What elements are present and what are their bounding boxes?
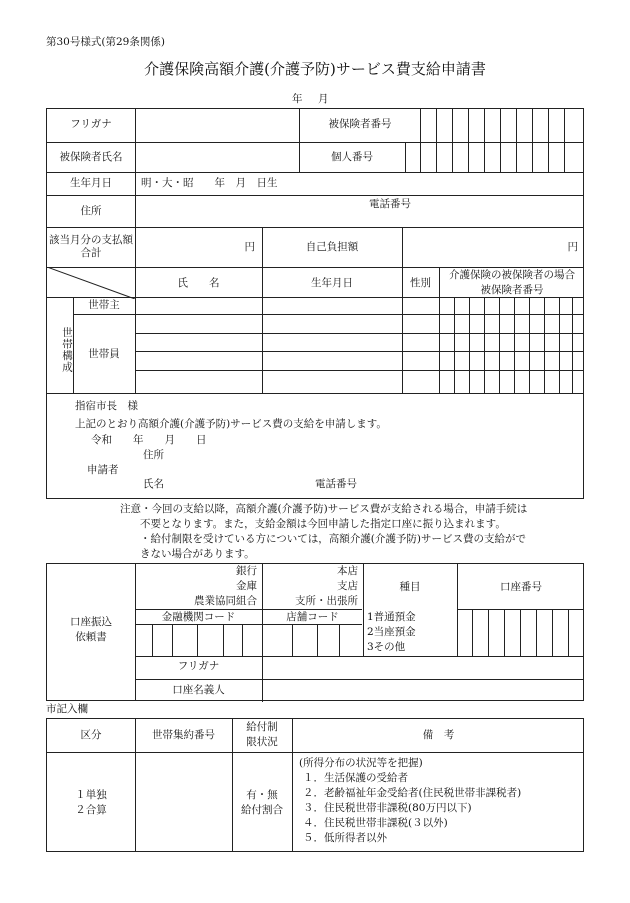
form-number: 第30号様式(第29条関係) <box>46 36 165 48</box>
note-line-3: ・給付制限を受けている方については，高額介護(介護予防)サービス費の支給がで <box>140 533 526 545</box>
col-household-no-header: 世帯集約番号 <box>152 729 215 741</box>
diagonal-slash <box>47 267 135 299</box>
birthdate-value[interactable]: 明・大・昭 年 月 日生 <box>141 177 278 189</box>
self-burden-label: 自己負担額 <box>305 241 359 253</box>
addressee: 指宿市長 様 <box>75 400 138 412</box>
phone-label: 電話番号 <box>369 198 411 210</box>
account-type-option-2[interactable]: 2当座預金 <box>367 626 416 638</box>
furigana-input[interactable] <box>135 111 299 141</box>
branch-kind-office[interactable]: 支所・出張所 <box>295 595 358 607</box>
remarks-item-2[interactable]: ２．老齢福祉年金受給者(住民税世帯非課税者) <box>303 787 522 799</box>
household-section <box>46 298 584 394</box>
col-birthdate-header: 生年月日 <box>311 277 353 289</box>
account-type-option-3[interactable]: 3その他 <box>367 641 406 653</box>
paid-total-label: 該当月分の支払額合計 <box>49 234 133 260</box>
declaration-name-label: 氏名 <box>143 478 164 490</box>
remarks-item-4[interactable]: ４．住民税世帯非課税(３以外) <box>303 817 448 829</box>
branch-kind-shiten[interactable]: 支店 <box>337 580 358 592</box>
branch-code-label: 店舗コード <box>286 611 339 623</box>
applicant-section <box>46 108 584 298</box>
address-label: 住所 <box>80 205 102 217</box>
insured-name-label: 被保険者氏名 <box>59 151 123 163</box>
remarks-item-1[interactable]: １．生活保護の受給者 <box>303 772 408 784</box>
holder-furigana-input[interactable] <box>263 657 584 679</box>
page-title: 介護保険高額介護(介護予防)サービス費支給申請書 <box>144 60 486 78</box>
account-type-option-1[interactable]: 1普通預金 <box>367 611 416 623</box>
bank-kind-bank[interactable]: 銀行 <box>236 565 257 577</box>
category-option-single[interactable]: １単独 <box>75 789 107 801</box>
declaration-phone-label: 電話番号 <box>315 478 357 490</box>
declaration-statement: 上記のとおり高額介護(介護予防)サービス費の支給を申請します。 <box>75 418 387 430</box>
remarks-item-5[interactable]: ５．低所得者以外 <box>303 832 387 844</box>
account-holder-input[interactable] <box>263 680 584 701</box>
declaration-date[interactable]: 令和 年 月 日 <box>91 434 207 446</box>
header-year-label: 年 <box>292 93 303 105</box>
bank-section <box>46 563 584 701</box>
col-restriction-header-1: 給付制 <box>246 721 278 733</box>
account-type-label: 種目 <box>399 581 421 593</box>
remarks-heading: (所得分布の状況等を把握) <box>299 757 423 769</box>
address-input[interactable] <box>135 196 585 227</box>
personal-number-label: 個人番号 <box>331 151 373 163</box>
insured-name-input[interactable] <box>135 143 299 172</box>
account-number-label: 口座番号 <box>500 581 542 593</box>
bank-kind-nokyo[interactable]: 農業協同組合 <box>194 595 257 607</box>
benefit-ratio-label: 給付割合 <box>241 804 283 816</box>
category-option-combined[interactable]: ２合算 <box>75 804 107 816</box>
furigana-label: フリガナ <box>70 118 112 130</box>
city-section-label: 市記入欄 <box>46 703 88 715</box>
household-head-label: 世帯主 <box>88 299 120 311</box>
household-member-label: 世帯員 <box>88 348 120 360</box>
institution-code-label: 金融機関コード <box>161 611 236 623</box>
declaration-section <box>46 394 584 499</box>
yen-unit-2: 円 <box>567 241 578 253</box>
note-line-4: きない場合があります。 <box>140 548 255 560</box>
household-label: 世帯構成 <box>61 327 73 373</box>
bank-transfer-label-2: 依頼書 <box>75 631 107 643</box>
restriction-yes-no[interactable]: 有・無 <box>246 789 278 801</box>
city-section <box>46 718 584 852</box>
col-name-header: 氏 名 <box>177 277 220 289</box>
col-remarks-header: 備 考 <box>422 729 455 741</box>
col-category-header: 区分 <box>80 729 102 741</box>
insured-number-label: 被保険者番号 <box>328 118 392 130</box>
bank-transfer-label-1: 口座振込 <box>70 616 112 628</box>
holder-furigana-label: フリガナ <box>177 660 220 672</box>
note-line-1: 注意・今回の支給以降，高額介護(介護予防)サービス費が支給される場合，申請手続は <box>120 503 528 515</box>
col-restriction-header-2: 限状況 <box>246 736 278 748</box>
col-insured-header-line1: 介護保険の被保険者の場合 <box>449 269 575 281</box>
yen-unit-1: 円 <box>244 241 255 253</box>
col-sex-header: 性別 <box>410 277 431 289</box>
remarks-item-3[interactable]: ３．住民税世帯非課税(80万円以下) <box>303 802 472 814</box>
note-line-2: 不要となります。また，支給金額は今回申請した指定口座に振り込まれます。 <box>140 518 506 530</box>
birthdate-label: 生年月日 <box>70 177 112 189</box>
branch-kind-honten[interactable]: 本店 <box>337 565 358 577</box>
bank-kind-kinko[interactable]: 金庫 <box>236 580 257 592</box>
header-month-label: 月 <box>318 93 329 105</box>
declaration-address-label: 住所 <box>143 449 164 461</box>
account-holder-label: 口座名義人 <box>172 684 225 696</box>
declaration-applicant-label: 申請者 <box>87 464 119 476</box>
col-insured-header-line2: 被保険者番号 <box>480 284 544 296</box>
